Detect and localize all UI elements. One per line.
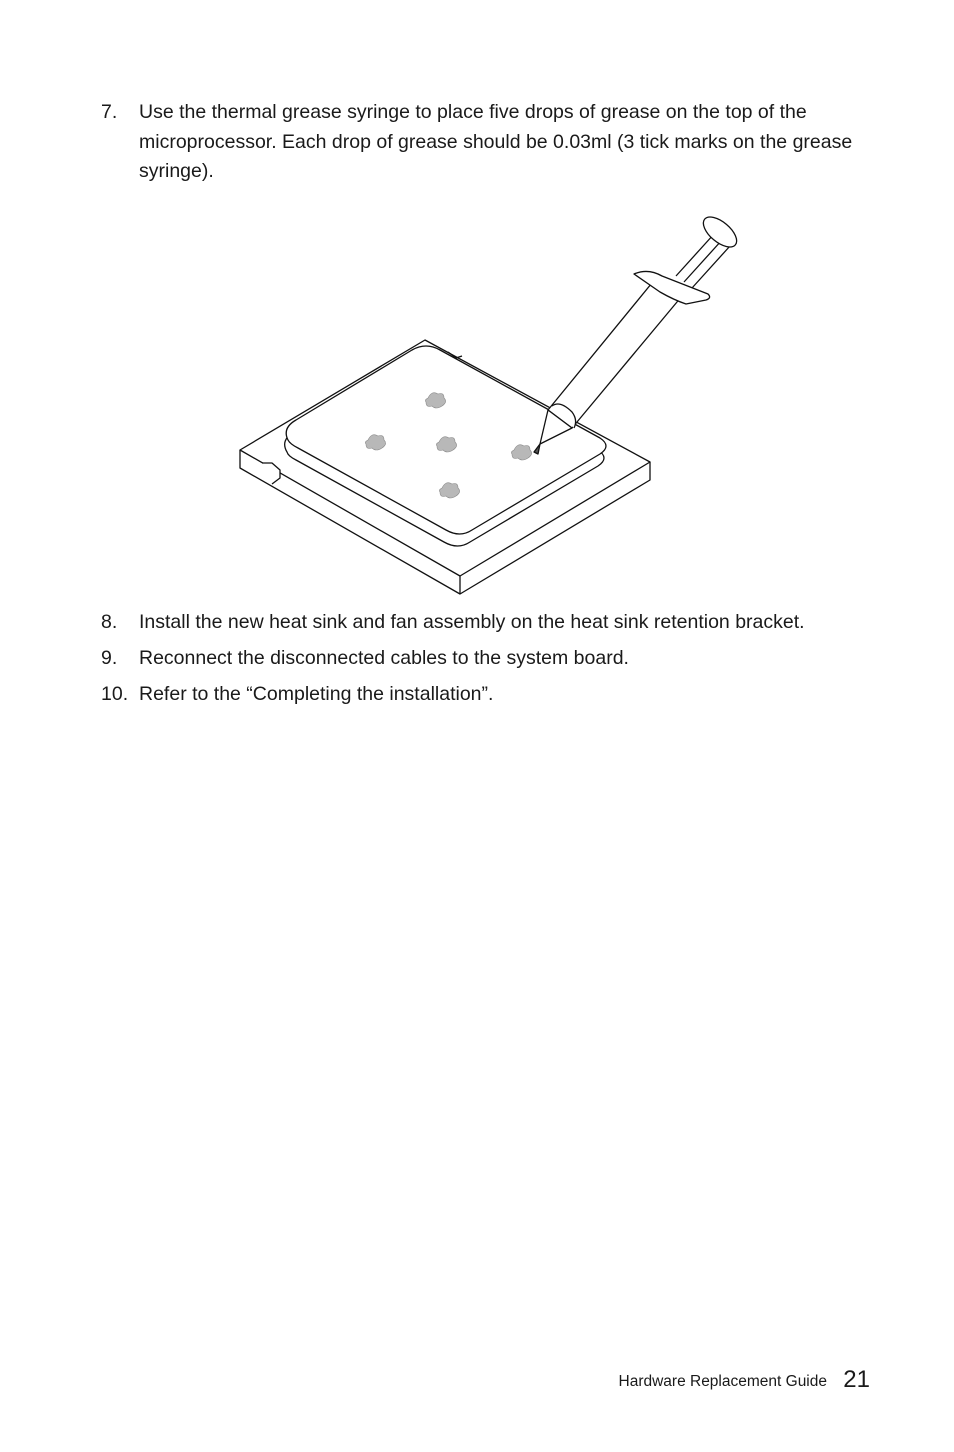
page-number: 21 <box>843 1366 870 1393</box>
step-text: Use the thermal grease syringe to place five drops of grease on the top of the microprocessor. Each drop of grease should be 0.03ml (3 tick marks on the grease syringe). <box>139 101 853 182</box>
thermal-grease-illustration <box>230 210 760 600</box>
step-number: 9. <box>101 647 118 669</box>
step-text: Install the new heat sink and fan assembly on the heat sink retention bracket. <box>139 611 805 633</box>
step-number: 7. <box>101 101 118 123</box>
step-text: Refer to the “Completing the installation”. <box>139 683 494 705</box>
footer-title: Hardware Replacement Guide <box>618 1373 827 1390</box>
step-number: 10. <box>101 683 129 705</box>
step-number: 8. <box>101 611 118 633</box>
step-text: Reconnect the disconnected cables to the system board. <box>139 647 629 669</box>
grease-syringe <box>534 211 742 454</box>
